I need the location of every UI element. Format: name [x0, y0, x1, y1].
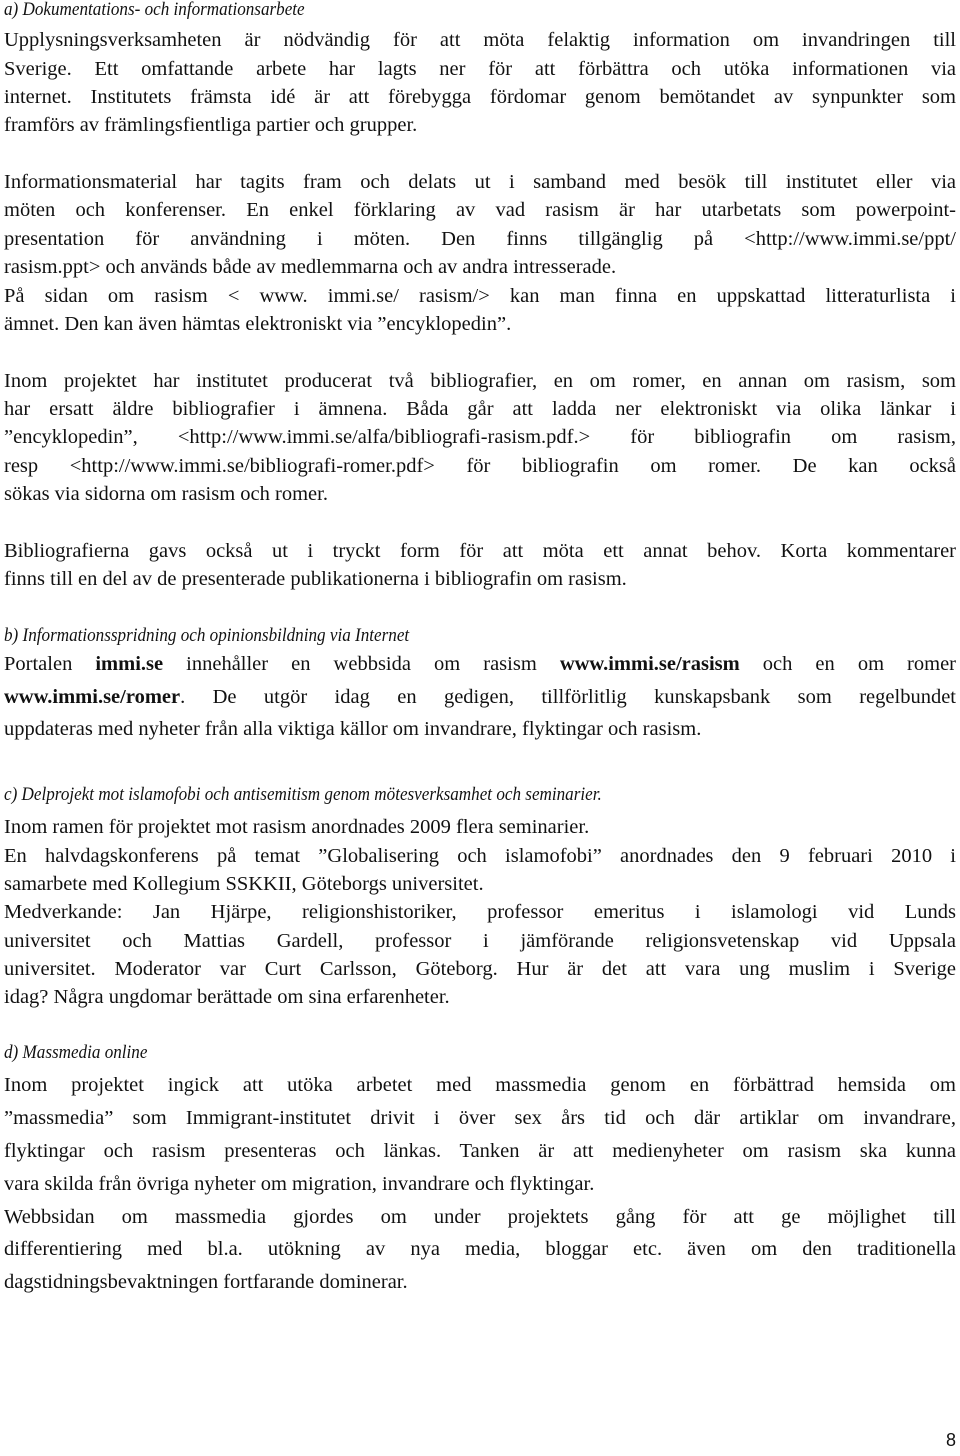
paragraph-line: vara skilda från övriga nyheter om migration, invandrare och flyktingar.: [4, 1173, 595, 1195]
paragraph-line: samarbete med Kollegium SSKKII, Göteborgs universitet.: [4, 873, 484, 895]
paragraph-line: På sidan om rasism < www. immi.se/ rasism/> kan man finna en uppskattad litteraturlista i: [4, 285, 956, 307]
paragraph-line: Upplysningsverksamheten är nödvändig för att möta felaktig information om invandringen till: [4, 29, 956, 51]
text-run: . De utgör idag en gedigen, tillförlitlig kunskapsbank som regelbundet: [180, 686, 956, 708]
paragraph-line: har ersatt äldre bibliografier i ämnena. Båda går att ladda ner elektroniskt via olika länkar i: [4, 398, 956, 420]
paragraph-line: möten och konferenser. En enkel förklaring av vad rasism är har utarbetats som powerpoint-: [4, 199, 956, 221]
text-run: innehåller en webbsida om rasism: [163, 653, 560, 675]
paragraph-line: finns till en del av de presenterade publikationerna i bibliografin om rasism.: [4, 568, 627, 590]
paragraph-line: ämnet. Den kan även hämtas elektroniskt via ”encyklopedin”.: [4, 313, 512, 335]
section-a-heading: a) Dokumentations- och informationsarbete: [4, 0, 305, 20]
paragraph-line: flyktingar och rasism presenteras och länkas. Tanken är att medienyheter om rasism ska kunna: [4, 1140, 956, 1162]
paragraph-line: ”massmedia” som Immigrant-institutet drivit i över sex års tid och där artiklar om invandrare,: [4, 1107, 956, 1129]
paragraph-line: Bibliografierna gavs också ut i tryckt form för att möta ett annat behov. Korta kommentarer: [4, 540, 956, 562]
paragraph-line: universitet och Mattias Gardell, professor i jämförande religionsvetenskap vid Uppsala: [4, 930, 956, 952]
paragraph-line: [4, 650, 956, 678]
text-run: Portalen: [4, 653, 96, 675]
paragraph-line: framförs av främlingsfientliga partier och grupper.: [4, 114, 418, 136]
paragraph-line: uppdateras med nyheter från alla viktiga källor om invandrare, flyktingar och rasism.: [4, 718, 702, 740]
paragraph-line: rasism.ppt> och används både av medlemmarna och av andra intresserade.: [4, 256, 617, 278]
paragraph-line: En halvdagskonferens på temat ”Globalisering och islamofobi” anordnades den 9 februari 2010 i: [4, 845, 956, 867]
paragraph-line: universitet. Moderator var Curt Carlsson, Göteborg. Hur är det att vara ung muslim i Sverige: [4, 958, 956, 980]
paragraph-line: Medverkande: Jan Hjärpe, religionshistoriker, professor emeritus i islamologi vid Lunds: [4, 901, 956, 923]
paragraph-line: sökas via sidorna om rasism och romer.: [4, 483, 328, 505]
paragraph-line: dagstidningsbevaktningen fortfarande dominerar.: [4, 1271, 408, 1293]
section-c-heading: c) Delprojekt mot islamofobi och antisemitism genom mötesverksamhet och seminarier.: [4, 784, 602, 805]
paragraph-line: Inom projektet ingick att utöka arbetet med massmedia genom en förbättrad hemsida om: [4, 1074, 956, 1096]
portal-name: immi.se: [95, 653, 164, 675]
paragraph-line: presentation för användning i möten. Den finns tillgänglig på <http://www.immi.se/ppt/: [4, 228, 956, 250]
paragraph-line: Inom projektet har institutet producerat två bibliografier, en om romer, en annan om rasism, som: [4, 370, 956, 392]
paragraph-line: Informationsmaterial har tagits fram och delats ut i samband med besök till institutet eller via: [4, 171, 956, 193]
paragraph-line: idag? Några ungdomar berättade om sina erfarenheter.: [4, 986, 450, 1008]
paragraph-line: ”encyklopedin”, <http://www.immi.se/alfa/bibliografi-rasism.pdf.> för bibliografin om rasism,: [4, 426, 956, 448]
rasism-url: www.immi.se/rasism: [559, 653, 740, 675]
section-b-heading: b) Informationsspridning och opinionsbildning via Internet: [4, 625, 410, 646]
text-run: och en om romer: [739, 653, 957, 675]
paragraph-line: Inom ramen för projektet mot rasism anordnades 2009 flera seminarier.: [4, 816, 590, 838]
paragraph-line: internet. Institutets främsta idé är att förebygga fördomar genom bemötandet av synpunkter som: [4, 86, 956, 108]
section-d-heading: d) Massmedia online: [4, 1042, 148, 1063]
page-number: 8: [945, 1430, 956, 1450]
romer-url: www.immi.se/romer: [4, 686, 181, 708]
paragraph-line: differentiering med bl.a. utökning av nya media, bloggar etc. även om den traditionella: [4, 1238, 956, 1260]
paragraph-line: Webbsidan om massmedia gjordes om under projektets gång för att ge möjlighet till: [4, 1206, 956, 1228]
paragraph-line: Sverige. Ett omfattande arbete har lagts ner för att förbättra och utöka informationen via: [4, 58, 956, 80]
paragraph-line: [4, 683, 956, 711]
paragraph-line: resp <http://www.immi.se/bibliografi-romer.pdf> för bibliografin om romer. De kan också: [4, 455, 956, 477]
